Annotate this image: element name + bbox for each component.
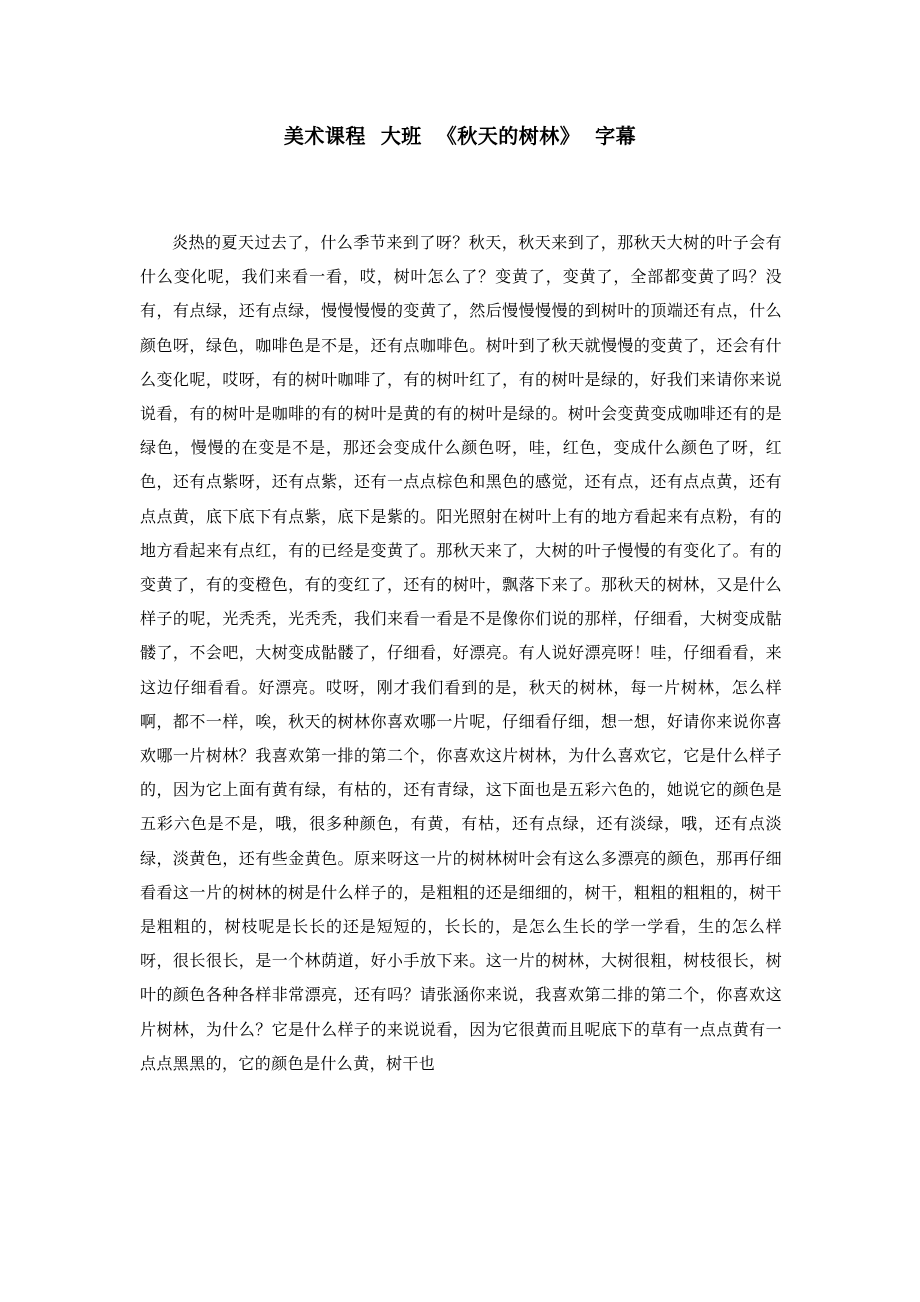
body-paragraph: 炎热的夏天过去了，什么季节来到了呀？秋天，秋天来到了，那秋天大树的叶子会有什么变化呢，我们来看一看，哎，树叶怎么了？变黄了，变黄了，全部都变黄了吗？没有，有点绿，还有点绿，慢慢慢慢的变黄了，然后慢慢慢慢的到树叶的顶端还有点，什么颜色呀，绿色，咖啡色是不是，还有点咖啡色。树叶到了秋天就慢慢的变黄了，还会有什么变化呢，哎呀，有的树叶咖啡了，有的树叶红了，有的树叶是绿的，好我们来请你来说说看，有的树叶是咖啡的有的树叶是黄的有的树叶是绿的。树叶会变黄变成咖啡还有的是绿色，慢慢的在变是不是，那还会变成什么颜色呀，哇，红色，变成什么颜色了呀，红色，还有点紫呀，还有点紫，还有一点点棕色和黑色的感觉，还有点，还有点点黄，还有点点黄，底下底下有点紫，底下是紫的。阳光照射在树叶上有的地方看起来有点粉，有的地方看起来有点红，有的已经是变黄了。那秋天来了，大树的叶子慢慢的有变化了。有的变黄了，有的变橙色，有的变红了，还有的树叶，飘落下来了。那秋天的树林，又是什么样子的呢，光秃秃，光秃秃，我们来看一看是不是像你们说的那样，仔细看，大树变成骷髅了，不会吧，大树变成骷髅了，仔细看，好漂亮。有人说好漂亮呀！哇，仔细看看，来这边仔细看看。好漂亮。哎呀，刚才我们看到的是，秋天的树林，每一片树林，怎么样啊，都不一样，唉，秋天的树林你喜欢哪一片呢，仔细看仔细，想一想，好请你来说你喜欢哪一片树林？我喜欢第一排的第二个，你喜欢这片树林，为什么喜欢它，它是什么样子的，因为它上面有黄有绿，有枯的，还有青绿，这下面也是五彩六色的，她说它的颜色是五彩六色是不是，哦，很多种颜色，有黄，有枯，还有点绿，还有淡绿，哦，还有点淡绿，淡黄色，还有些金黄色。原来呀这一片的树林树叶会有这么多漂亮的颜色，那再仔细看看这一片的树林的树是什么样子的，是粗粗的还是细细的，树干，粗粗的粗粗的，树干是粗粗的，树枝呢是长长的还是短短的，长长的，是怎么生长的学一学看，生的怎么样呀，很长很长，是一个林荫道，好小手放下来。这一片的树林，大树很粗，树枝很长，树叶的颜色各种各样非常漂亮，还有吗？请张涵你来说，我喜欢第二排的第二个，你喜欢这片树林，为什么？它是什么样子的来说说看，因为它很黄而且呢底下的草有一点点黄有一点点黑黑的，它的颜色是什么黄，树干也 (140, 233, 782, 1073)
page-title: 美术课程 大班 《秋天的树林》 字幕 (283, 124, 637, 148)
